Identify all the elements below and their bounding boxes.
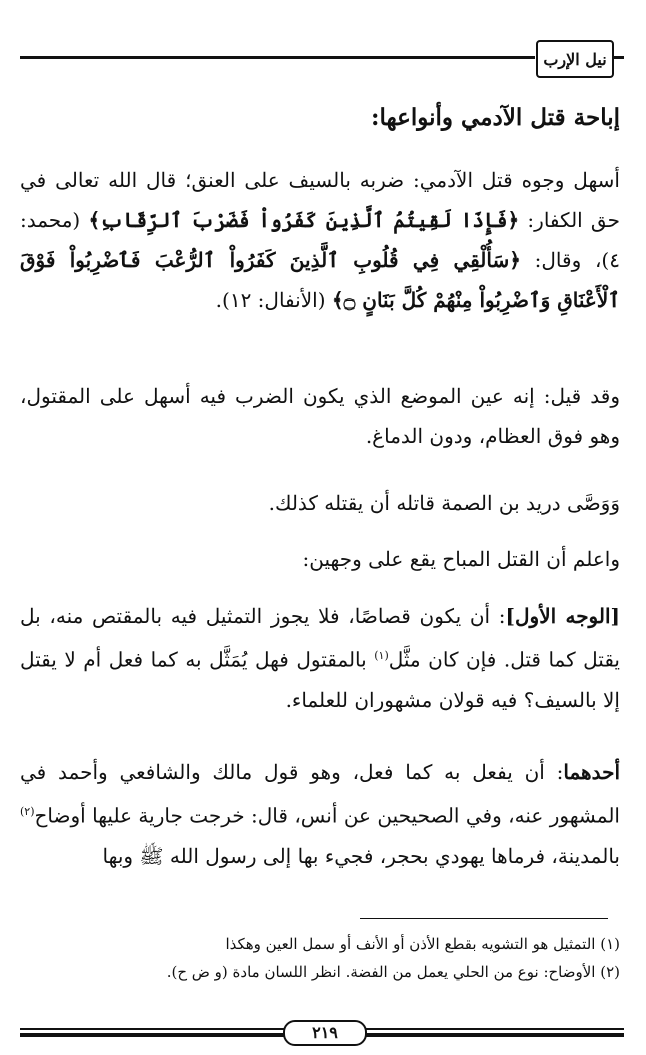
paragraph-1-text-c: (الأنفال: ١٢). <box>215 288 332 312</box>
paragraph-1 <box>20 160 620 320</box>
footnote-1: (١) التمثيل هو التشويه بقطع الأذن أو الأنف أو سمل العين وهكذا <box>225 935 620 953</box>
running-header <box>20 36 624 82</box>
paragraph-3: وَوَصَّى دريد بن الصمة قاتله أن يقتله كذلك. <box>268 491 620 515</box>
paragraph-5-text-b: بالمقتول فهل يُمَثَّل به كما فعل أم لا يقتل إلا بالسيف؟ فيه قولان مشهوران للعلماء. <box>20 647 620 712</box>
header-rule-left <box>20 56 535 59</box>
first-opinion-label: أحدهما <box>563 760 620 784</box>
paragraph-1-text-a: أسهل وجوه قتل الآدمي: ضربه بالسيف على العنق؛ قال الله تعالى في حق الكفار: <box>20 168 620 232</box>
header-rule-right <box>612 56 624 59</box>
section-title: إباحة قتل الآدمي وأنواعها: <box>371 104 620 131</box>
paragraph-6 <box>20 752 620 876</box>
paragraph-5-text-a: : أن يكون قصاصًا، فلا يجوز التمثيل فيه بالمقتص منه، بل يقتل كما قتل. فإن كان مثَّل <box>20 604 620 672</box>
quran-verse-1: ﴿فَإِذَا لَقِيتُمُ ٱلَّذِينَ كَفَرُواْ فَضَرْبَ ٱلرِّقَابِ﴾ <box>88 208 520 232</box>
page-footer <box>20 1022 624 1042</box>
quran-verse-2: ﴿سَأُلْقِي فِي قُلُوبِ ٱلَّذِينَ كَفَرُواْ ٱلرُّعْبَ فَٱضْرِبُواْ فَوْقَ ٱلْأَعْنَاقِ وَٱضْرِبُواْ مِنْهُمْ كُلَّ بَنَانٍ ۝﴾ <box>20 248 620 312</box>
paragraph-6-text-b: بالمدينة، فرماها يهودي بحجر، فجيء بها إلى رسول الله ﷺ وبها <box>102 843 620 868</box>
paragraph-2: وقد قيل: إنه عين الموضع الذي يكون الضرب فيه أسهل على المقتول، وهو فوق العظام، ودون الدماغ. <box>20 384 620 448</box>
book-title-box: نيل الإرب <box>536 40 614 78</box>
paragraph-4: واعلم أن القتل المباح يقع على وجهين: <box>302 547 620 571</box>
footnote-2: (٢) الأوضاح: نوع من الحلي يعمل من الفضة. انظر اللسان مادة (و ض ح). <box>166 963 620 981</box>
first-aspect-label: [الوجه الأول] <box>505 604 621 628</box>
footnote-ref-1: (١) <box>374 649 389 662</box>
paragraph-5 <box>20 596 620 720</box>
footnotes <box>20 930 620 986</box>
paragraph-1-text-b: (محمد: ٤)، وقال: <box>20 208 620 272</box>
page-number: ٢١٩ <box>283 1020 367 1046</box>
footnote-separator <box>360 918 608 919</box>
paragraph-6-text-a: : أن يفعل به كما فعل، وهو قول مالك والشافعي وأحمد في المشهور عنه، وفي الصحيحين عن أنس، قال: خرجت جارية عليها أوضاح <box>20 760 620 828</box>
footnote-ref-2: (٢) <box>20 805 35 818</box>
